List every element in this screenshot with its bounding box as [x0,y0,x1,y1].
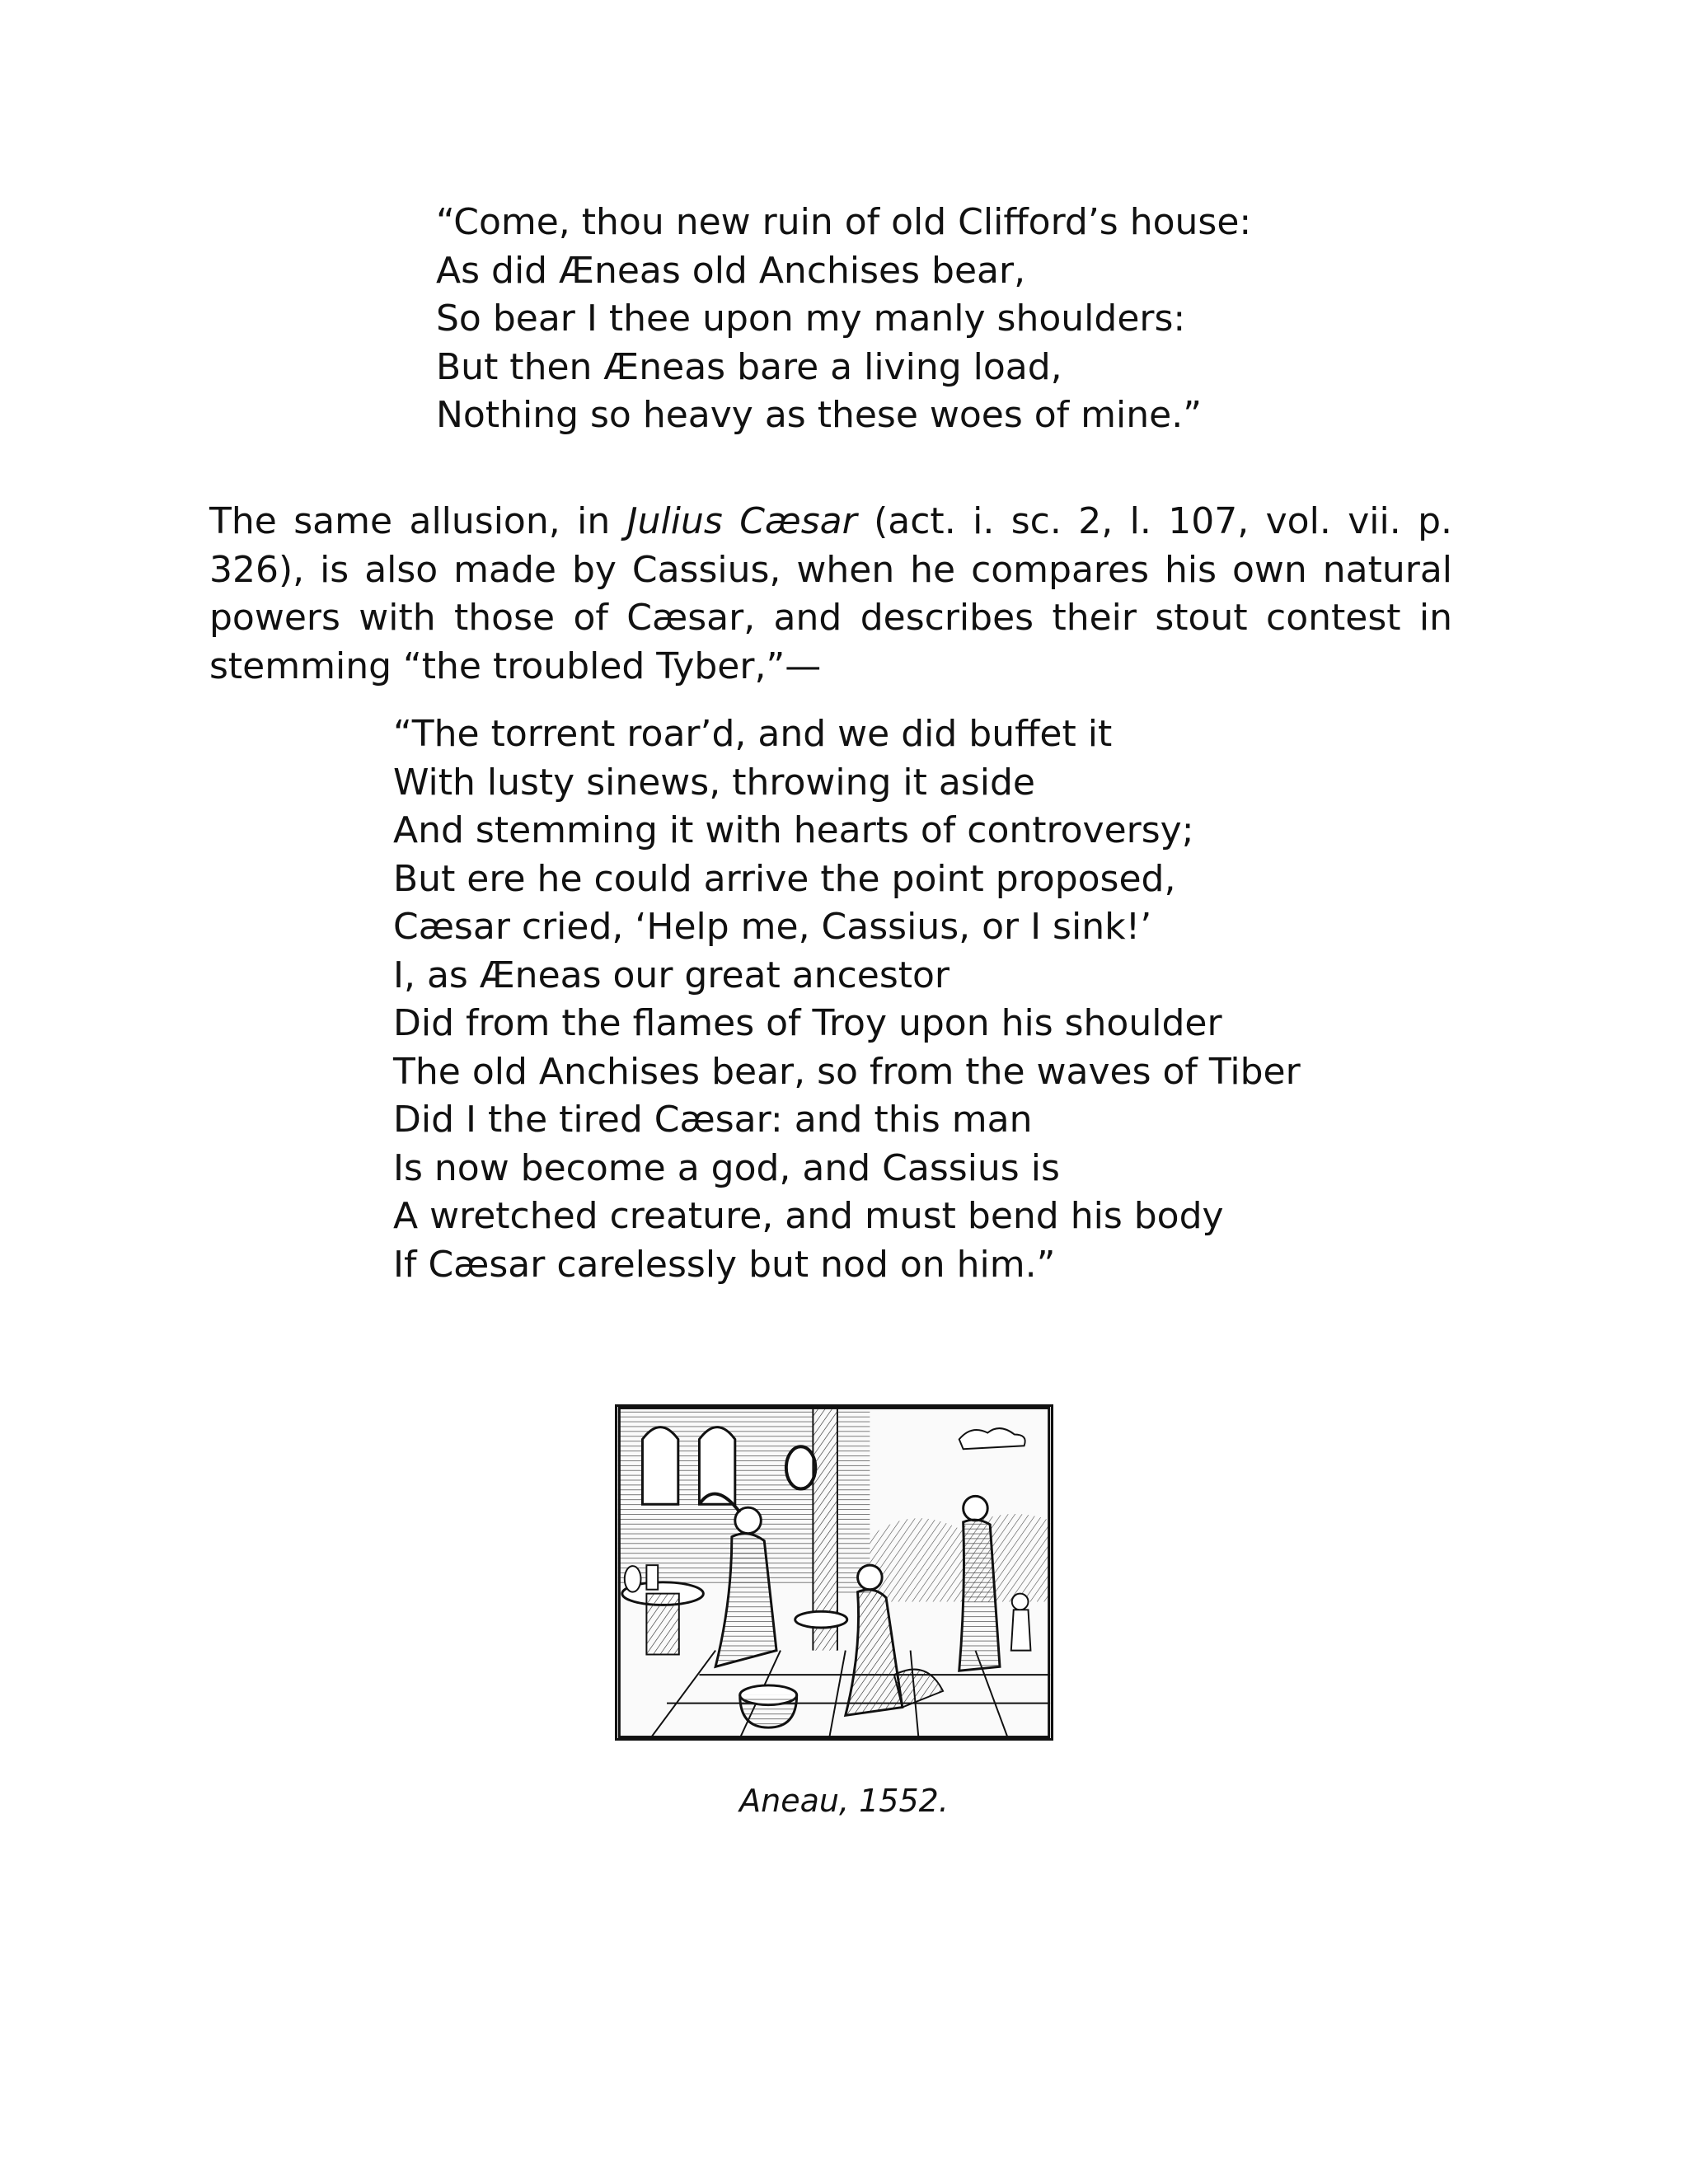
body-paragraph [209,498,1452,691]
verse-line: If Cæsar carelessly but nod on him.” [393,1243,1056,1286]
figure-caption: Aneau, 1552. [739,1783,949,1819]
verse-line: Cæsar cried, ‘Help me, Cassius, or I sink!’ [393,906,1152,948]
verse-line: “The torrent roar’d, and we did buffet it [393,713,1113,755]
verse-line: “Come, thou new ruin of old Clifford’s house: [436,201,1252,243]
paragraph-text-rest: (act. i. sc. 2, l. 107, vol. vii. p. 326), is also made by Cassius, when he compares his own natural powers with those of Cæsar, and describes their stout contest in stemming “the troubled Tyber,”— [209,500,1453,687]
verse-line: So bear I thee upon my manly shoulders: [436,298,1186,340]
verse-line: Did from the flames of Troy upon his shoulder [393,1002,1222,1044]
verse-line: And stemming it with hearts of controversy; [393,809,1194,851]
verse-line: A wretched creature, and must bend his body [393,1195,1224,1237]
verse-line: I, as Æneas our great ancestor [393,954,950,996]
verse-line: But then Æneas bare a living load, [436,345,1062,388]
verse-line: The old Anchises bear, so from the waves of Tiber [393,1050,1301,1093]
paragraph-text-start: The same allusion, in [209,500,627,542]
woodcut-illustration [615,1404,1053,1741]
verse-line: Did I the tired Cæsar: and this man [393,1099,1033,1141]
verse-line: But ere he could arrive the point proposed, [393,857,1176,900]
verse-quotation-2 [393,710,1301,1289]
verse-line: Is now become a god, and Cassius is [393,1146,1060,1189]
verse-line: As did Æneas old Anchises bear, [436,249,1026,292]
play-title: Julius Cæsar [626,500,857,542]
verse-quotation-1 [436,199,1251,440]
verse-line: Nothing so heavy as these woes of mine.” [436,394,1202,436]
woodcut-drawing [617,1407,1051,1738]
verse-line: With lusty sinews, throwing it aside [393,761,1035,804]
